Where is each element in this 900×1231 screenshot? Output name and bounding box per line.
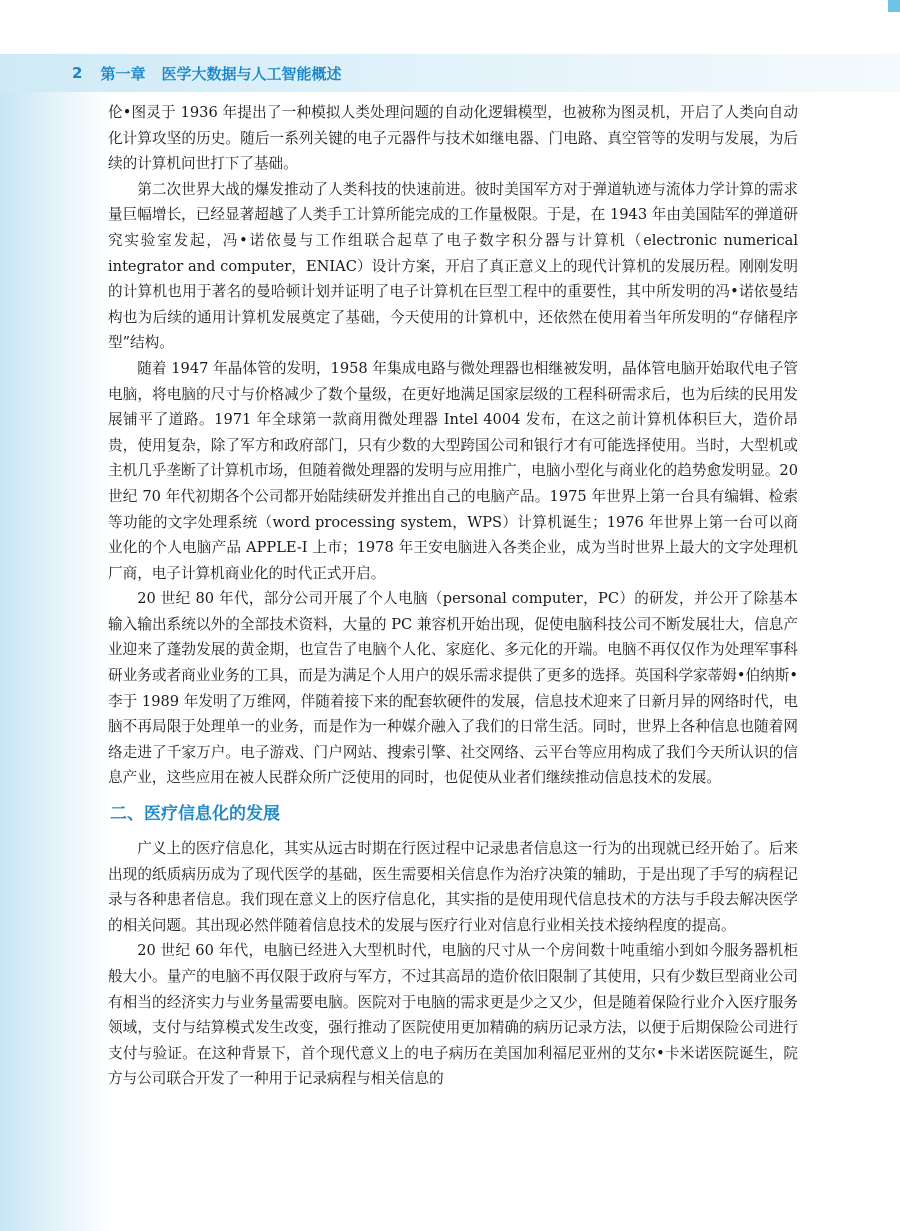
- paragraph: 广义上的医疗信息化，其实从远古时期在行医过程中记录患者信息这一行为的出现就已经开始了。后来出现的纸质病历成为了现代医学的基础，医生需要相关信息作为治疗决策的辅助，于是出现了手写的病程记录与各种患者信息。我们现在意义上的医疗信息化，其实指的是使用现代信息技术的方法与手段去解决医学的相关问题。其出现必然伴随着信息技术的发展与医疗行业对信息行业相关技术接纳程度的提高。: [108, 840, 798, 934]
- paragraph: 随着 1947 年晶体管的发明，1958 年集成电路与微处理器也相继被发明，晶体管电脑开始取代电子管电脑，将电脑的尺寸与价格减少了数个量级，在更好地满足国家层级的工程科研需求后，也为后续的民用发展铺平了道路。1971 年全球第一款商用微处理器 Intel 4004 发布，在这之前计算机体积巨大，造价昂贵，使用复杂，除了军方和政府部门，只有少数的大型跨国公司和银行才有可能选择使用。当时，大型机或主机几乎垄断了计算机市场，但随着微处理器的发明与应用推广，电脑小型化与商业化的趋势愈发明显。20 世纪 70 年代初期各个公司都开始陆续研发并推出自己的电脑产品。1975 年世界上第一台具有编辑、检索等功能的文字处理系统（word processing system，WPS）计算机诞生；1976 年世界上第一台可以商业化的个人电脑产品 APPLE-I 上市；1978 年王安电脑进入各类企业，成为当时世界上最大的文字处理机厂商，电子计算机商业化的时代正式开启。: [108, 359, 798, 582]
- left-margin-band: [0, 92, 110, 1231]
- page-number: 2: [72, 64, 83, 82]
- running-header: [72, 62, 341, 84]
- chapter-label: 第一章: [100, 64, 146, 83]
- paragraph: 第二次世界大战的爆发推动了人类科技的快速前进。彼时美国军方对于弹道轨迹与流体力学计算的需求量巨幅增长，已经显著超越了人类手工计算所能完成的工作量极限。于是，在 1943 年由美国陆军的弹道研究实验室发起，冯•诺依曼与工作组联合起草了电子数字积分器与计算机（electronic numerical integrator and computer，ENIAC）设计方案，开启了真正意义上的现代计算机的发展历程。刚刚发明的计算机也用于著名的曼哈顿计划并证明了电子计算机在巨型工程中的重要性，其中所发明的冯•诺依曼结构也为后续的通用计算机发展奠定了基础，今天使用的计算机中，还依然在使用着当年所发明的“存储程序型”结构。: [108, 180, 798, 352]
- paragraph: 20 世纪 60 年代，电脑已经进入大型机时代，电脑的尺寸从一个房间数十吨重缩小到如今服务器机柜般大小。量产的电脑不再仅限于政府与军方，不过其高昂的造价依旧限制了其使用，只有少数巨型商业公司有相当的经济实力与业务量需要电脑。医院对于电脑的需求更是少之又少，但是随着保险行业介入医疗服务领域，支付与结算模式发生改变，强行推动了医院使用更加精确的病历记录方法，以便于后期保险公司进行支付与验证。在这种背景下，首个现代意义上的电子病历在美国加利福尼亚州的艾尔•卡米诺医院诞生，院方与公司联合开发了一种用于记录病程与相关信息的: [108, 942, 798, 1088]
- top-margin: [0, 0, 900, 54]
- chapter-title: 医学大数据与人工智能概述: [161, 64, 342, 83]
- corner-color-mark: [888, 0, 900, 12]
- section-heading: 二、医疗信息化的发展: [110, 804, 280, 825]
- paragraph-continued: 伦•图灵于 1936 年提出了一种模拟人类处理问题的自动化逻辑模型，也被称为图灵机，开启了人类向自动化计算攻坚的历史。随后一系列关键的电子元器件与技术如继电器、门电路、真空管等的发明与发展，为后续的计算机问世打下了基础。: [108, 104, 798, 173]
- paragraph: 20 世纪 80 年代，部分公司开展了个人电脑（personal computer，PC）的研发，并公开了除基本输入输出系统以外的全部技术资料，大量的 PC 兼容机开始出现，促使电脑科技公司不断发展壮大，信息产业迎来了蓬勃发展的黄金期，也宣告了电脑个人化、家庭化、多元化的开端。电脑不再仅仅作为处理军事科研业务或者商业业务的工具，而是为满足个人用户的娱乐需求提供了更多的选择。英国科学家蒂姆•伯纳斯•李于 1989 年发明了万维网，伴随着接下来的配套软硬件的发展，信息技术迎来了日新月异的网络时代，电脑不再局限于处理单一的业务，而是作为一种媒介融入了我们的日常生活。同时，世界上各种信息也随着网络走进了千家万户。电子游戏、门户网站、搜索引擎、社交网络、云平台等应用构成了我们今天所认识的信息产业，这些应用在被人民群众所广泛使用的同时，也促使从业者们继续推动信息技术的发展。: [108, 590, 798, 787]
- page-body: [108, 100, 798, 1092]
